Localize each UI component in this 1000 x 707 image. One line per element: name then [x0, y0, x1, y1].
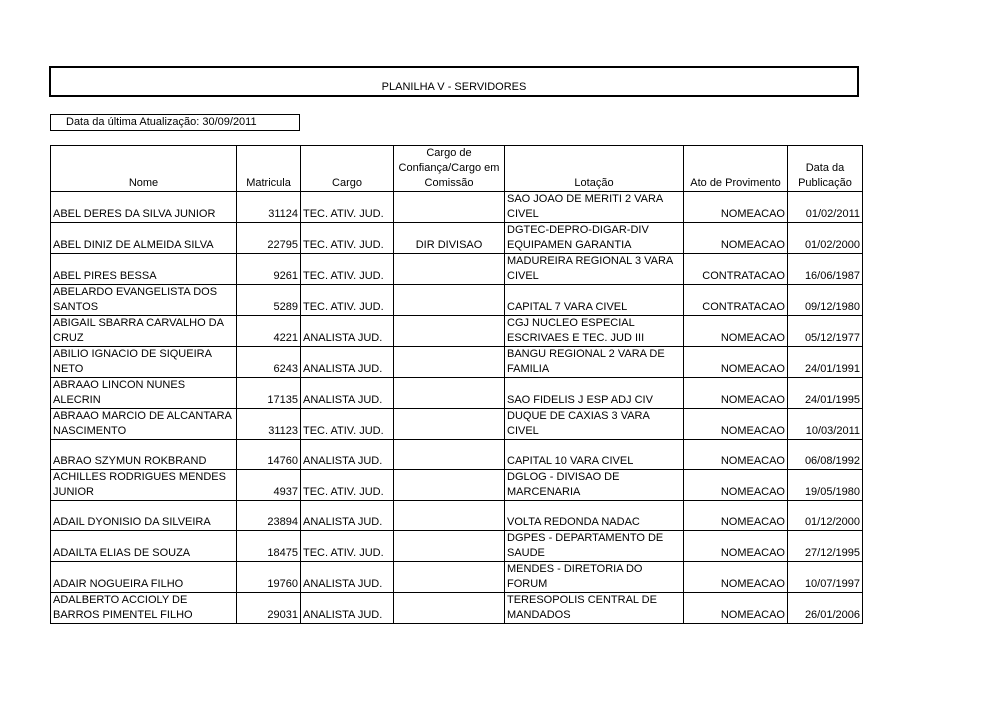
column-header-lotacao: Lotação: [505, 146, 684, 192]
cell-data-publicacao: 24/01/1991: [788, 347, 863, 378]
cell-cargo: ANALISTA JUD.: [301, 378, 394, 409]
cell-ato-provimento: NOMEACAO: [684, 531, 788, 562]
cell-nome: ADAILTA ELIAS DE SOUZA: [51, 531, 237, 562]
cell-matricula: 5289: [237, 285, 301, 316]
cell-data-publicacao: 16/06/1987: [788, 254, 863, 285]
cell-matricula: 6243: [237, 347, 301, 378]
cell-cargo: TEC. ATIV. JUD.: [301, 470, 394, 501]
cell-matricula: 22795: [237, 223, 301, 254]
cell-data-publicacao: 01/02/2011: [788, 192, 863, 223]
cell-cargo-confianca: [394, 440, 505, 470]
cell-ato-provimento: NOMEACAO: [684, 316, 788, 347]
cell-cargo-confianca: [394, 192, 505, 223]
cell-matricula: 4937: [237, 470, 301, 501]
cell-cargo: TEC. ATIV. JUD.: [301, 192, 394, 223]
cell-lotacao: CGJ NUCLEO ESPECIAL ESCRIVAES E TEC. JUD III: [505, 316, 684, 347]
cell-data-publicacao: 06/08/1992: [788, 440, 863, 470]
cell-cargo-confianca: [394, 347, 505, 378]
cell-matricula: 29031: [237, 593, 301, 624]
cell-cargo: TEC. ATIV. JUD.: [301, 409, 394, 440]
column-header-nome: Nome: [51, 146, 237, 192]
cell-ato-provimento: NOMEACAO: [684, 409, 788, 440]
cell-lotacao: DGTEC-DEPRO-DIGAR-DIV EQUIPAMEN GARANTIA: [505, 223, 684, 254]
cell-ato-provimento: NOMEACAO: [684, 470, 788, 501]
cell-lotacao: SAO JOAO DE MERITI 2 VARA CIVEL: [505, 192, 684, 223]
cell-ato-provimento: CONTRATACAO: [684, 285, 788, 316]
column-header-ato-provimento: Ato de Provimento: [684, 146, 788, 192]
cell-nome: ACHILLES RODRIGUES MENDES JUNIOR: [51, 470, 237, 501]
cell-ato-provimento: NOMEACAO: [684, 593, 788, 624]
cell-nome: ADALBERTO ACCIOLY DE BARROS PIMENTEL FILHO: [51, 593, 237, 624]
table-row: [51, 440, 863, 470]
cell-lotacao: MENDES - DIRETORIA DO FORUM: [505, 562, 684, 593]
cell-nome: ADAIL DYONISIO DA SILVEIRA: [51, 501, 237, 531]
table-row: [51, 285, 863, 316]
table-row: [51, 409, 863, 440]
cell-nome: ADAIR NOGUEIRA FILHO: [51, 562, 237, 593]
table-row: [51, 531, 863, 562]
cell-cargo-confianca: [394, 285, 505, 316]
table-row: [51, 316, 863, 347]
cell-lotacao: MADUREIRA REGIONAL 3 VARA CIVEL: [505, 254, 684, 285]
cell-cargo-confianca: [394, 409, 505, 440]
cell-data-publicacao: 01/12/2000: [788, 501, 863, 531]
cell-nome: ABRAO SZYMUN ROKBRAND: [51, 440, 237, 470]
cell-cargo: ANALISTA JUD.: [301, 440, 394, 470]
cell-matricula: 14760: [237, 440, 301, 470]
cell-cargo-confianca: [394, 316, 505, 347]
table-row: [51, 470, 863, 501]
cell-cargo: ANALISTA JUD.: [301, 501, 394, 531]
cell-lotacao: DUQUE DE CAXIAS 3 VARA CIVEL: [505, 409, 684, 440]
cell-nome: ABRAAO LINCON NUNES ALECRIN: [51, 378, 237, 409]
cell-cargo-confianca: DIR DIVISAO: [394, 223, 505, 254]
table-row: [51, 593, 863, 624]
cell-nome: ABRAAO MARCIO DE ALCANTARA NASCIMENTO: [51, 409, 237, 440]
cell-matricula: 4221: [237, 316, 301, 347]
cell-ato-provimento: NOMEACAO: [684, 192, 788, 223]
cell-matricula: 17135: [237, 378, 301, 409]
cell-ato-provimento: NOMEACAO: [684, 347, 788, 378]
cell-nome: ABELARDO EVANGELISTA DOS SANTOS: [51, 285, 237, 316]
cell-nome: ABEL PIRES BESSA: [51, 254, 237, 285]
cell-data-publicacao: 19/05/1980: [788, 470, 863, 501]
cell-cargo: ANALISTA JUD.: [301, 562, 394, 593]
cell-lotacao: CAPITAL 10 VARA CIVEL: [505, 440, 684, 470]
title-box: [49, 66, 859, 97]
cell-cargo: TEC. ATIV. JUD.: [301, 254, 394, 285]
table-header-row: [51, 146, 863, 192]
cell-lotacao: DGPES - DEPARTAMENTO DE SAUDE: [505, 531, 684, 562]
cell-cargo: ANALISTA JUD.: [301, 316, 394, 347]
cell-data-publicacao: 24/01/1995: [788, 378, 863, 409]
cell-matricula: 31124: [237, 192, 301, 223]
servidores-table: [50, 145, 863, 624]
table-row: [51, 347, 863, 378]
last-update-label: Data da última Atualização: 30/09/2011: [50, 114, 300, 131]
cell-data-publicacao: 27/12/1995: [788, 531, 863, 562]
cell-data-publicacao: 10/03/2011: [788, 409, 863, 440]
cell-nome: ABILIO IGNACIO DE SIQUEIRA NETO: [51, 347, 237, 378]
cell-ato-provimento: NOMEACAO: [684, 501, 788, 531]
cell-cargo: ANALISTA JUD.: [301, 593, 394, 624]
cell-matricula: 31123: [237, 409, 301, 440]
cell-lotacao: CAPITAL 7 VARA CIVEL: [505, 285, 684, 316]
cell-lotacao: DGLOG - DIVISAO DE MARCENARIA: [505, 470, 684, 501]
cell-matricula: 9261: [237, 254, 301, 285]
cell-cargo-confianca: [394, 531, 505, 562]
cell-cargo-confianca: [394, 470, 505, 501]
cell-cargo-confianca: [394, 254, 505, 285]
cell-lotacao: BANGU REGIONAL 2 VARA DE FAMILIA: [505, 347, 684, 378]
cell-cargo: TEC. ATIV. JUD.: [301, 531, 394, 562]
cell-cargo-confianca: [394, 562, 505, 593]
cell-matricula: 19760: [237, 562, 301, 593]
column-header-matricula: Matricula: [237, 146, 301, 192]
cell-data-publicacao: 05/12/1977: [788, 316, 863, 347]
cell-cargo-confianca: [394, 501, 505, 531]
cell-ato-provimento: NOMEACAO: [684, 562, 788, 593]
cell-nome: ABIGAIL SBARRA CARVALHO DA CRUZ: [51, 316, 237, 347]
cell-data-publicacao: 10/07/1997: [788, 562, 863, 593]
table-row: [51, 254, 863, 285]
cell-data-publicacao: 09/12/1980: [788, 285, 863, 316]
cell-ato-provimento: CONTRATACAO: [684, 254, 788, 285]
table-row: [51, 562, 863, 593]
cell-matricula: 18475: [237, 531, 301, 562]
cell-data-publicacao: 26/01/2006: [788, 593, 863, 624]
table-row: [51, 501, 863, 531]
cell-data-publicacao: 01/02/2000: [788, 223, 863, 254]
cell-cargo: ANALISTA JUD.: [301, 347, 394, 378]
cell-lotacao: SAO FIDELIS J ESP ADJ CIV: [505, 378, 684, 409]
cell-ato-provimento: NOMEACAO: [684, 378, 788, 409]
cell-lotacao: VOLTA REDONDA NADAC: [505, 501, 684, 531]
column-header-cargo: Cargo: [301, 146, 394, 192]
column-header-data-publicacao: Data da Publicação: [788, 146, 863, 192]
cell-cargo: TEC. ATIV. JUD.: [301, 285, 394, 316]
table-row: [51, 223, 863, 254]
cell-ato-provimento: NOMEACAO: [684, 440, 788, 470]
cell-cargo: TEC. ATIV. JUD.: [301, 223, 394, 254]
cell-matricula: 23894: [237, 501, 301, 531]
table-row: [51, 378, 863, 409]
table-row: [51, 192, 863, 223]
cell-ato-provimento: NOMEACAO: [684, 223, 788, 254]
cell-nome: ABEL DINIZ DE ALMEIDA SILVA: [51, 223, 237, 254]
cell-cargo-confianca: [394, 378, 505, 409]
cell-nome: ABEL DERES DA SILVA JUNIOR: [51, 192, 237, 223]
cell-lotacao: TERESOPOLIS CENTRAL DE MANDADOS: [505, 593, 684, 624]
cell-cargo-confianca: [394, 593, 505, 624]
column-header-cargo-confianca: Cargo de Confiança/Cargo em Comissão: [394, 146, 505, 192]
page-title: PLANILHA V - SERVIDORES: [381, 81, 527, 93]
